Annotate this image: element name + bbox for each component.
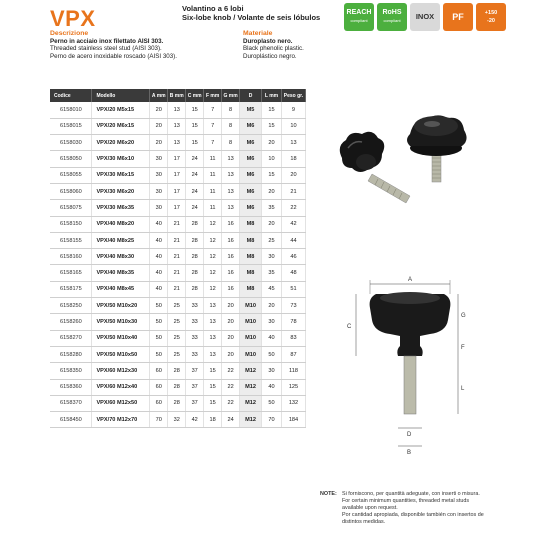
cell-f: 11 — [204, 151, 222, 167]
cell-code: 6158350 — [50, 363, 92, 379]
cell-f: 15 — [204, 363, 222, 379]
cell-code: 6158260 — [50, 314, 92, 330]
cell-c: 33 — [186, 314, 204, 330]
cell-model: VPX/40 M8x20 — [92, 216, 150, 232]
cell-code: 6158450 — [50, 412, 92, 428]
cell-weight: 118 — [281, 363, 305, 379]
cell-weight: 184 — [281, 412, 305, 428]
cell-l: 20 — [262, 183, 282, 199]
cell-l: 40 — [262, 379, 282, 395]
table-row — [50, 330, 306, 346]
stud — [404, 356, 416, 414]
cell-g: 16 — [222, 249, 240, 265]
cell-l: 20 — [262, 298, 282, 314]
cell-b: 25 — [168, 314, 186, 330]
cell-f: 13 — [204, 314, 222, 330]
cell-b: 25 — [168, 298, 186, 314]
table-row — [50, 265, 306, 281]
cell-f: 15 — [204, 395, 222, 411]
cell-l: 70 — [262, 412, 282, 428]
cell-model: VPX/60 M12x40 — [92, 379, 150, 395]
header-model: Modello — [92, 89, 150, 102]
cell-g: 20 — [222, 314, 240, 330]
cell-g: 20 — [222, 298, 240, 314]
cell-c: 37 — [186, 379, 204, 395]
cell-c: 24 — [186, 151, 204, 167]
cell-d: M6 — [240, 200, 262, 216]
cell-d: M8 — [240, 232, 262, 248]
cell-d: M12 — [240, 412, 262, 428]
cell-g: 13 — [222, 151, 240, 167]
cell-weight: 22 — [281, 200, 305, 216]
product-subtitle — [182, 4, 320, 22]
table-row — [50, 183, 306, 199]
cell-a: 40 — [150, 232, 168, 248]
cell-a: 20 — [150, 135, 168, 151]
cell-b: 13 — [168, 135, 186, 151]
material-line-en: Black phenolic plastic. — [243, 45, 304, 53]
cell-weight: 48 — [281, 265, 305, 281]
cell-a: 50 — [150, 330, 168, 346]
cell-c: 37 — [186, 363, 204, 379]
cell-c: 28 — [186, 216, 204, 232]
cell-model: VPX/50 M10x50 — [92, 346, 150, 362]
cell-b: 21 — [168, 281, 186, 297]
cell-model: VPX/70 M12x70 — [92, 412, 150, 428]
cell-a: 20 — [150, 102, 168, 118]
temp-max-label: +150 — [484, 10, 498, 16]
cell-d: M12 — [240, 395, 262, 411]
subtitle-line-it: Volantino a 6 lobi — [182, 4, 244, 13]
table-row — [50, 281, 306, 297]
header-weight: Peso gr. — [281, 89, 305, 102]
cell-g: 13 — [222, 200, 240, 216]
cell-a: 70 — [150, 412, 168, 428]
cell-b: 25 — [168, 330, 186, 346]
cell-model: VPX/40 M8x35 — [92, 265, 150, 281]
cell-code: 6158175 — [50, 281, 92, 297]
cell-a: 30 — [150, 167, 168, 183]
cell-model: VPX/20 M6x15 — [92, 118, 150, 134]
material-line-it: Duroplasto nero. — [243, 37, 293, 45]
cell-b: 25 — [168, 346, 186, 362]
cell-b: 21 — [168, 216, 186, 232]
cell-b: 13 — [168, 102, 186, 118]
cell-c: 24 — [186, 167, 204, 183]
rohs-badge-label: RoHS — [382, 9, 402, 16]
material-heading: Materiale — [243, 30, 273, 37]
cell-d: M6 — [240, 118, 262, 134]
cell-l: 15 — [262, 167, 282, 183]
rohs-badge — [377, 3, 407, 31]
back-knob — [407, 115, 467, 156]
cell-c: 24 — [186, 183, 204, 199]
cell-b: 28 — [168, 363, 186, 379]
table-header-row — [50, 89, 306, 102]
knob-top-highlight — [380, 292, 440, 304]
cell-g: 24 — [222, 412, 240, 428]
cell-weight: 46 — [281, 249, 305, 265]
page-title: VPX — [50, 6, 96, 31]
cell-g: 22 — [222, 363, 240, 379]
cell-b: 28 — [168, 395, 186, 411]
table-row — [50, 135, 306, 151]
cell-a: 40 — [150, 249, 168, 265]
cell-l: 15 — [262, 102, 282, 118]
cell-weight: 44 — [281, 232, 305, 248]
cell-weight: 132 — [281, 395, 305, 411]
cell-f: 11 — [204, 183, 222, 199]
cell-code: 6158060 — [50, 183, 92, 199]
cell-model: VPX/40 M8x25 — [92, 232, 150, 248]
cell-l: 15 — [262, 118, 282, 134]
cell-d: M8 — [240, 281, 262, 297]
cell-b: 17 — [168, 183, 186, 199]
header-a: A mm — [150, 89, 168, 102]
cell-model: VPX/60 M12x30 — [92, 363, 150, 379]
description-block — [50, 30, 177, 60]
dim-label-l: L — [461, 386, 465, 392]
table-row — [50, 363, 306, 379]
back-knob-stud — [432, 154, 441, 182]
cell-a: 20 — [150, 118, 168, 134]
cell-weight: 83 — [281, 330, 305, 346]
cell-model: VPX/60 M12x50 — [92, 395, 150, 411]
cell-model: VPX/20 M6x20 — [92, 135, 150, 151]
front-knob — [340, 132, 385, 172]
cell-a: 50 — [150, 314, 168, 330]
table-row — [50, 232, 306, 248]
note-line-es: Por cantidad apropiada, disponible también con insertos de distintos medidas. — [342, 512, 484, 526]
reach-badge-label: REACH — [346, 9, 372, 16]
cell-l: 40 — [262, 330, 282, 346]
reach-badge — [344, 3, 374, 31]
cell-f: 12 — [204, 216, 222, 232]
cell-code: 6158165 — [50, 265, 92, 281]
cell-g: 20 — [222, 346, 240, 362]
cell-model: VPX/40 M8x45 — [92, 281, 150, 297]
cell-f: 12 — [204, 265, 222, 281]
note-line-en: For certain minimum quantities, threaded metal studs available upon request. — [342, 498, 470, 512]
table-row — [50, 167, 306, 183]
cell-l: 25 — [262, 232, 282, 248]
cell-c: 33 — [186, 330, 204, 346]
temperature-badge — [476, 3, 506, 31]
cell-d: M10 — [240, 298, 262, 314]
cell-a: 30 — [150, 183, 168, 199]
cell-c: 15 — [186, 102, 204, 118]
cell-model: VPX/30 M6x15 — [92, 167, 150, 183]
cell-code: 6158250 — [50, 298, 92, 314]
cell-b: 17 — [168, 167, 186, 183]
cell-d: M6 — [240, 151, 262, 167]
cell-f: 15 — [204, 379, 222, 395]
cell-code: 6158015 — [50, 118, 92, 134]
header-d: D — [240, 89, 262, 102]
cell-d: M6 — [240, 183, 262, 199]
cell-a: 60 — [150, 363, 168, 379]
cell-l: 35 — [262, 265, 282, 281]
table-row — [50, 151, 306, 167]
cell-g: 22 — [222, 395, 240, 411]
cell-c: 15 — [186, 135, 204, 151]
cell-model: VPX/50 M10x30 — [92, 314, 150, 330]
description-line-es: Perno de acero inoxidable roscado (AISI 303). — [50, 52, 177, 60]
cell-f: 12 — [204, 232, 222, 248]
cell-d: M8 — [240, 249, 262, 265]
cell-f: 11 — [204, 167, 222, 183]
cell-l: 10 — [262, 151, 282, 167]
cell-g: 16 — [222, 265, 240, 281]
cell-d: M6 — [240, 135, 262, 151]
cell-c: 28 — [186, 249, 204, 265]
cell-weight: 78 — [281, 314, 305, 330]
cell-model: VPX/50 M10x40 — [92, 330, 150, 346]
cell-b: 13 — [168, 118, 186, 134]
cell-b: 28 — [168, 379, 186, 395]
table-row — [50, 346, 306, 362]
cell-l: 30 — [262, 249, 282, 265]
cell-b: 21 — [168, 232, 186, 248]
cell-d: M10 — [240, 314, 262, 330]
cell-b: 21 — [168, 249, 186, 265]
cell-g: 16 — [222, 281, 240, 297]
cell-g: 8 — [222, 102, 240, 118]
table-row — [50, 314, 306, 330]
technical-drawing — [316, 270, 496, 455]
product-photo — [314, 96, 524, 216]
cell-weight: 73 — [281, 298, 305, 314]
rohs-badge-sub: compliant — [383, 18, 401, 23]
cell-f: 13 — [204, 330, 222, 346]
cell-code: 6158150 — [50, 216, 92, 232]
pf-badge: PF — [443, 3, 473, 31]
cell-l: 20 — [262, 135, 282, 151]
cell-weight: 10 — [281, 118, 305, 134]
header-f: F mm — [204, 89, 222, 102]
note-line-it: Si forniscono, per quantità adeguate, con inserti o misura. — [342, 491, 480, 497]
cell-model: VPX/30 M6x10 — [92, 151, 150, 167]
subtitle-line-en: Six-lobe knob / Volante de seis lóbulos — [182, 13, 321, 22]
cell-a: 50 — [150, 346, 168, 362]
cell-f: 7 — [204, 135, 222, 151]
cell-g: 8 — [222, 135, 240, 151]
header-l: L mm — [262, 89, 282, 102]
cell-code: 6158370 — [50, 395, 92, 411]
cell-a: 30 — [150, 200, 168, 216]
cell-f: 13 — [204, 298, 222, 314]
cell-f: 12 — [204, 249, 222, 265]
table-body — [50, 102, 306, 428]
material-line-es: Duroplástico negro. — [243, 52, 297, 60]
header-c: C mm — [186, 89, 204, 102]
cell-b: 21 — [168, 265, 186, 281]
cell-code: 6158155 — [50, 232, 92, 248]
header-g: G mm — [222, 89, 240, 102]
dim-label-d: D — [407, 432, 412, 438]
cell-code: 6158030 — [50, 135, 92, 151]
cell-weight: 42 — [281, 216, 305, 232]
dim-label-g: G — [461, 313, 466, 319]
cell-g: 8 — [222, 118, 240, 134]
cell-b: 17 — [168, 151, 186, 167]
cell-d: M12 — [240, 379, 262, 395]
cell-model: VPX/30 M6x35 — [92, 200, 150, 216]
temp-min-label: -20 — [487, 18, 495, 24]
cell-c: 33 — [186, 346, 204, 362]
cell-d: M10 — [240, 330, 262, 346]
cell-c: 28 — [186, 281, 204, 297]
table-row — [50, 249, 306, 265]
description-line-it: Perno in acciaio inox filettato AISI 303. — [50, 37, 164, 45]
cell-a: 40 — [150, 216, 168, 232]
cell-c: 28 — [186, 265, 204, 281]
cell-weight: 9 — [281, 102, 305, 118]
cell-g: 13 — [222, 167, 240, 183]
cell-a: 60 — [150, 379, 168, 395]
cell-weight: 125 — [281, 379, 305, 395]
cell-c: 28 — [186, 232, 204, 248]
cell-weight: 20 — [281, 167, 305, 183]
note-block — [320, 491, 490, 526]
cell-code: 6158050 — [50, 151, 92, 167]
cell-model: VPX/40 M8x30 — [92, 249, 150, 265]
table-row — [50, 118, 306, 134]
cell-f: 12 — [204, 281, 222, 297]
cell-l: 20 — [262, 216, 282, 232]
cell-g: 22 — [222, 379, 240, 395]
note-label: NOTE: — [320, 491, 337, 497]
cell-code: 6158270 — [50, 330, 92, 346]
dim-label-f: F — [461, 345, 465, 351]
cell-weight: 18 — [281, 151, 305, 167]
cell-code: 6158160 — [50, 249, 92, 265]
cell-a: 40 — [150, 281, 168, 297]
cell-c: 33 — [186, 298, 204, 314]
table-row — [50, 379, 306, 395]
front-knob-stud — [368, 174, 410, 203]
cell-g: 13 — [222, 183, 240, 199]
cell-g: 20 — [222, 330, 240, 346]
cell-code: 6158075 — [50, 200, 92, 216]
cell-c: 24 — [186, 200, 204, 216]
header-b: B mm — [168, 89, 186, 102]
cell-f: 18 — [204, 412, 222, 428]
cell-c: 15 — [186, 118, 204, 134]
cell-l: 50 — [262, 346, 282, 362]
cell-code: 6158055 — [50, 167, 92, 183]
inox-badge: INOX — [410, 3, 440, 31]
cell-d: M8 — [240, 216, 262, 232]
table-row — [50, 102, 306, 118]
cell-l: 35 — [262, 200, 282, 216]
specifications-table — [50, 89, 306, 428]
table-row — [50, 412, 306, 428]
table-row — [50, 216, 306, 232]
table-row — [50, 395, 306, 411]
cell-code: 6158010 — [50, 102, 92, 118]
cell-model: VPX/30 M6x20 — [92, 183, 150, 199]
cell-d: M5 — [240, 102, 262, 118]
cell-l: 45 — [262, 281, 282, 297]
cell-l: 30 — [262, 363, 282, 379]
description-heading: Descrizione — [50, 30, 89, 37]
cell-a: 60 — [150, 395, 168, 411]
dim-label-b: B — [407, 450, 412, 455]
cell-f: 11 — [204, 200, 222, 216]
cell-a: 50 — [150, 298, 168, 314]
material-block — [243, 30, 304, 60]
cell-weight: 51 — [281, 281, 305, 297]
cell-l: 30 — [262, 314, 282, 330]
header-code: Codice — [50, 89, 92, 102]
cell-g: 16 — [222, 216, 240, 232]
dim-label-a: A — [408, 277, 413, 283]
reach-badge-sub: compliant — [350, 18, 368, 23]
cell-weight: 21 — [281, 183, 305, 199]
cell-b: 17 — [168, 200, 186, 216]
cell-d: M12 — [240, 363, 262, 379]
cell-d: M8 — [240, 265, 262, 281]
cell-a: 40 — [150, 265, 168, 281]
cell-weight: 13 — [281, 135, 305, 151]
dim-label-c: C — [347, 324, 352, 330]
cell-f: 13 — [204, 346, 222, 362]
description-line-en: Threaded stainless steel stud (AISI 303). — [50, 45, 162, 53]
table-row — [50, 298, 306, 314]
cell-model: VPX/20 M5x15 — [92, 102, 150, 118]
cell-f: 7 — [204, 118, 222, 134]
cell-f: 7 — [204, 102, 222, 118]
cell-d: M10 — [240, 346, 262, 362]
cell-c: 42 — [186, 412, 204, 428]
certification-badges — [344, 3, 506, 31]
cell-b: 32 — [168, 412, 186, 428]
table-row — [50, 200, 306, 216]
cell-d: M6 — [240, 167, 262, 183]
cell-code: 6158280 — [50, 346, 92, 362]
cell-g: 16 — [222, 232, 240, 248]
cell-model: VPX/50 M10x20 — [92, 298, 150, 314]
cell-c: 37 — [186, 395, 204, 411]
cell-a: 30 — [150, 151, 168, 167]
cell-l: 50 — [262, 395, 282, 411]
cell-weight: 87 — [281, 346, 305, 362]
cell-code: 6158360 — [50, 379, 92, 395]
